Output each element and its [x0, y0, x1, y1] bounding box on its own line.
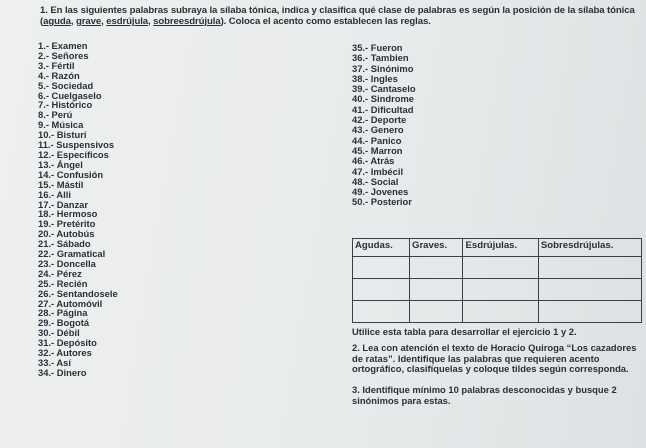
word-item: 24.- Pérez	[38, 267, 82, 279]
word-item: 48.- Social	[352, 175, 399, 187]
instructions	[40, 5, 640, 27]
term-aguda: aguda	[43, 16, 71, 27]
word-item: 41.- Dificultad	[352, 103, 414, 115]
word-item: 26.- Sentandosele	[38, 287, 118, 299]
classification-table	[352, 238, 642, 323]
word-item: 35.- Fueron	[352, 42, 403, 53]
word-item: 16.- Alli	[38, 188, 71, 200]
word-item: 49.- Jovenes	[352, 186, 409, 198]
table-row	[353, 278, 642, 300]
word-item: 34.- Dinero	[38, 366, 87, 378]
word-item: 6.- Cuelgaselo	[38, 89, 102, 101]
word-item: 32.- Autores	[38, 347, 92, 359]
word-item: 22.- Gramatical	[38, 248, 106, 260]
word-item: 19.- Pretérito	[38, 218, 96, 230]
table-cell[interactable]	[463, 278, 538, 300]
exercise-3: 3. Identifique mínimo 10 palabras desconocidas y busque 2 sinónimos para estas.	[352, 384, 617, 406]
word-list-right	[352, 43, 416, 208]
header-agudas: Agudas.	[353, 239, 410, 257]
table-cell[interactable]	[409, 300, 462, 322]
word-item: 47.- Imbécil	[352, 165, 404, 177]
word-item: 15.- Mástil	[38, 178, 84, 190]
table-cell[interactable]	[353, 256, 410, 278]
table-row	[353, 300, 642, 322]
table-cell[interactable]	[463, 256, 538, 278]
word-item: 46.- Atrás	[352, 155, 395, 167]
instructions-line2: (aguda, grave, esdrújula, sobreesdrújula). Coloca el acento como establecen las reglas.	[40, 16, 431, 27]
table-cell[interactable]	[353, 278, 410, 300]
table-cell[interactable]	[538, 300, 641, 322]
word-item: 18.- Hermoso	[38, 208, 98, 220]
word-list-left	[38, 41, 118, 378]
term-sobreesdrujula: sobreesdrújula	[153, 16, 221, 27]
word-item: 42.- Deporte	[352, 114, 407, 126]
word-item: 14.- Confusión	[38, 168, 104, 180]
word-item: 43.- Genero	[352, 124, 404, 136]
word-item: 39.- Cantaselo	[352, 83, 416, 95]
word-item: 45.- Marron	[352, 144, 403, 156]
table-caption: Utilice esta tabla para desarrollar el ejercicio 1 y 2.	[352, 326, 577, 337]
table-cell[interactable]	[538, 256, 641, 278]
word-item: 40.- Sindrome	[352, 93, 414, 105]
word-item: 29.- Bogotá	[38, 317, 90, 329]
word-item: 5.- Sociedad	[38, 79, 94, 91]
word-item: 31.- Depósito	[38, 337, 97, 349]
table-cell[interactable]	[353, 300, 410, 322]
word-item: 23.- Doncella	[38, 257, 96, 269]
header-esdrujulas: Esdrújulas.	[463, 239, 538, 257]
word-item: 44.- Panico	[352, 134, 402, 146]
table-cell[interactable]	[409, 256, 462, 278]
word-item: 4.- Razón	[38, 69, 80, 81]
word-item: 28.- Página	[38, 307, 88, 319]
header-sobresdrujulas: Sobresdrújulas.	[538, 239, 641, 257]
instructions-line1: 1. En las siguientes palabras subraya la sílaba tónica, indica y clasifica qué clase de palabras es según la posición de la sílaba tónica	[40, 5, 635, 16]
word-item: 11.- Suspensivos	[38, 139, 115, 151]
table-cell[interactable]	[538, 278, 641, 300]
table-header-row	[353, 239, 642, 257]
word-item: 10.- Bisturí	[38, 129, 87, 141]
word-item: 1.- Examen	[38, 40, 88, 51]
word-item: 12.- Específicos	[38, 148, 109, 160]
word-item: 25.- Recién	[38, 277, 88, 289]
word-item: 9.- Música	[38, 119, 84, 131]
term-esdrujula: esdrújula	[106, 16, 149, 27]
table-cell[interactable]	[463, 300, 538, 322]
word-item: 38.- Ingles	[352, 72, 398, 84]
word-item: 36.- Tambien	[352, 52, 409, 64]
word-item: 13.- Ángel	[38, 158, 83, 170]
exercise-2: 2. Lea con atención el texto de Horacio Quiroga “Los cazadores de ratas”. Identifique las palabras que requieren acento ortográfico, clasifíquelas y coloque tildes según corresponda.	[352, 342, 637, 375]
word-item: 8.- Perú	[38, 109, 73, 121]
word-item: 7.- Histórico	[38, 99, 93, 111]
table-cell[interactable]	[409, 278, 462, 300]
word-item: 3.- Fértil	[38, 59, 75, 71]
word-item: 21.- Sábado	[38, 238, 91, 250]
word-item: 33.- Así	[38, 357, 71, 368]
header-graves: Graves.	[409, 239, 462, 257]
word-item: 30.- Débil	[38, 327, 80, 339]
word-item: 2.- Señores	[38, 49, 89, 61]
word-item: 50.- Posterior	[352, 196, 412, 208]
term-grave: grave	[76, 16, 102, 27]
word-item: 37.- Sinónimo	[352, 62, 414, 74]
word-item: 20.- Autobús	[38, 228, 95, 240]
table-row	[353, 256, 642, 278]
word-item: 17.- Danzar	[38, 198, 89, 210]
word-item: 27.- Automóvil	[38, 297, 103, 309]
